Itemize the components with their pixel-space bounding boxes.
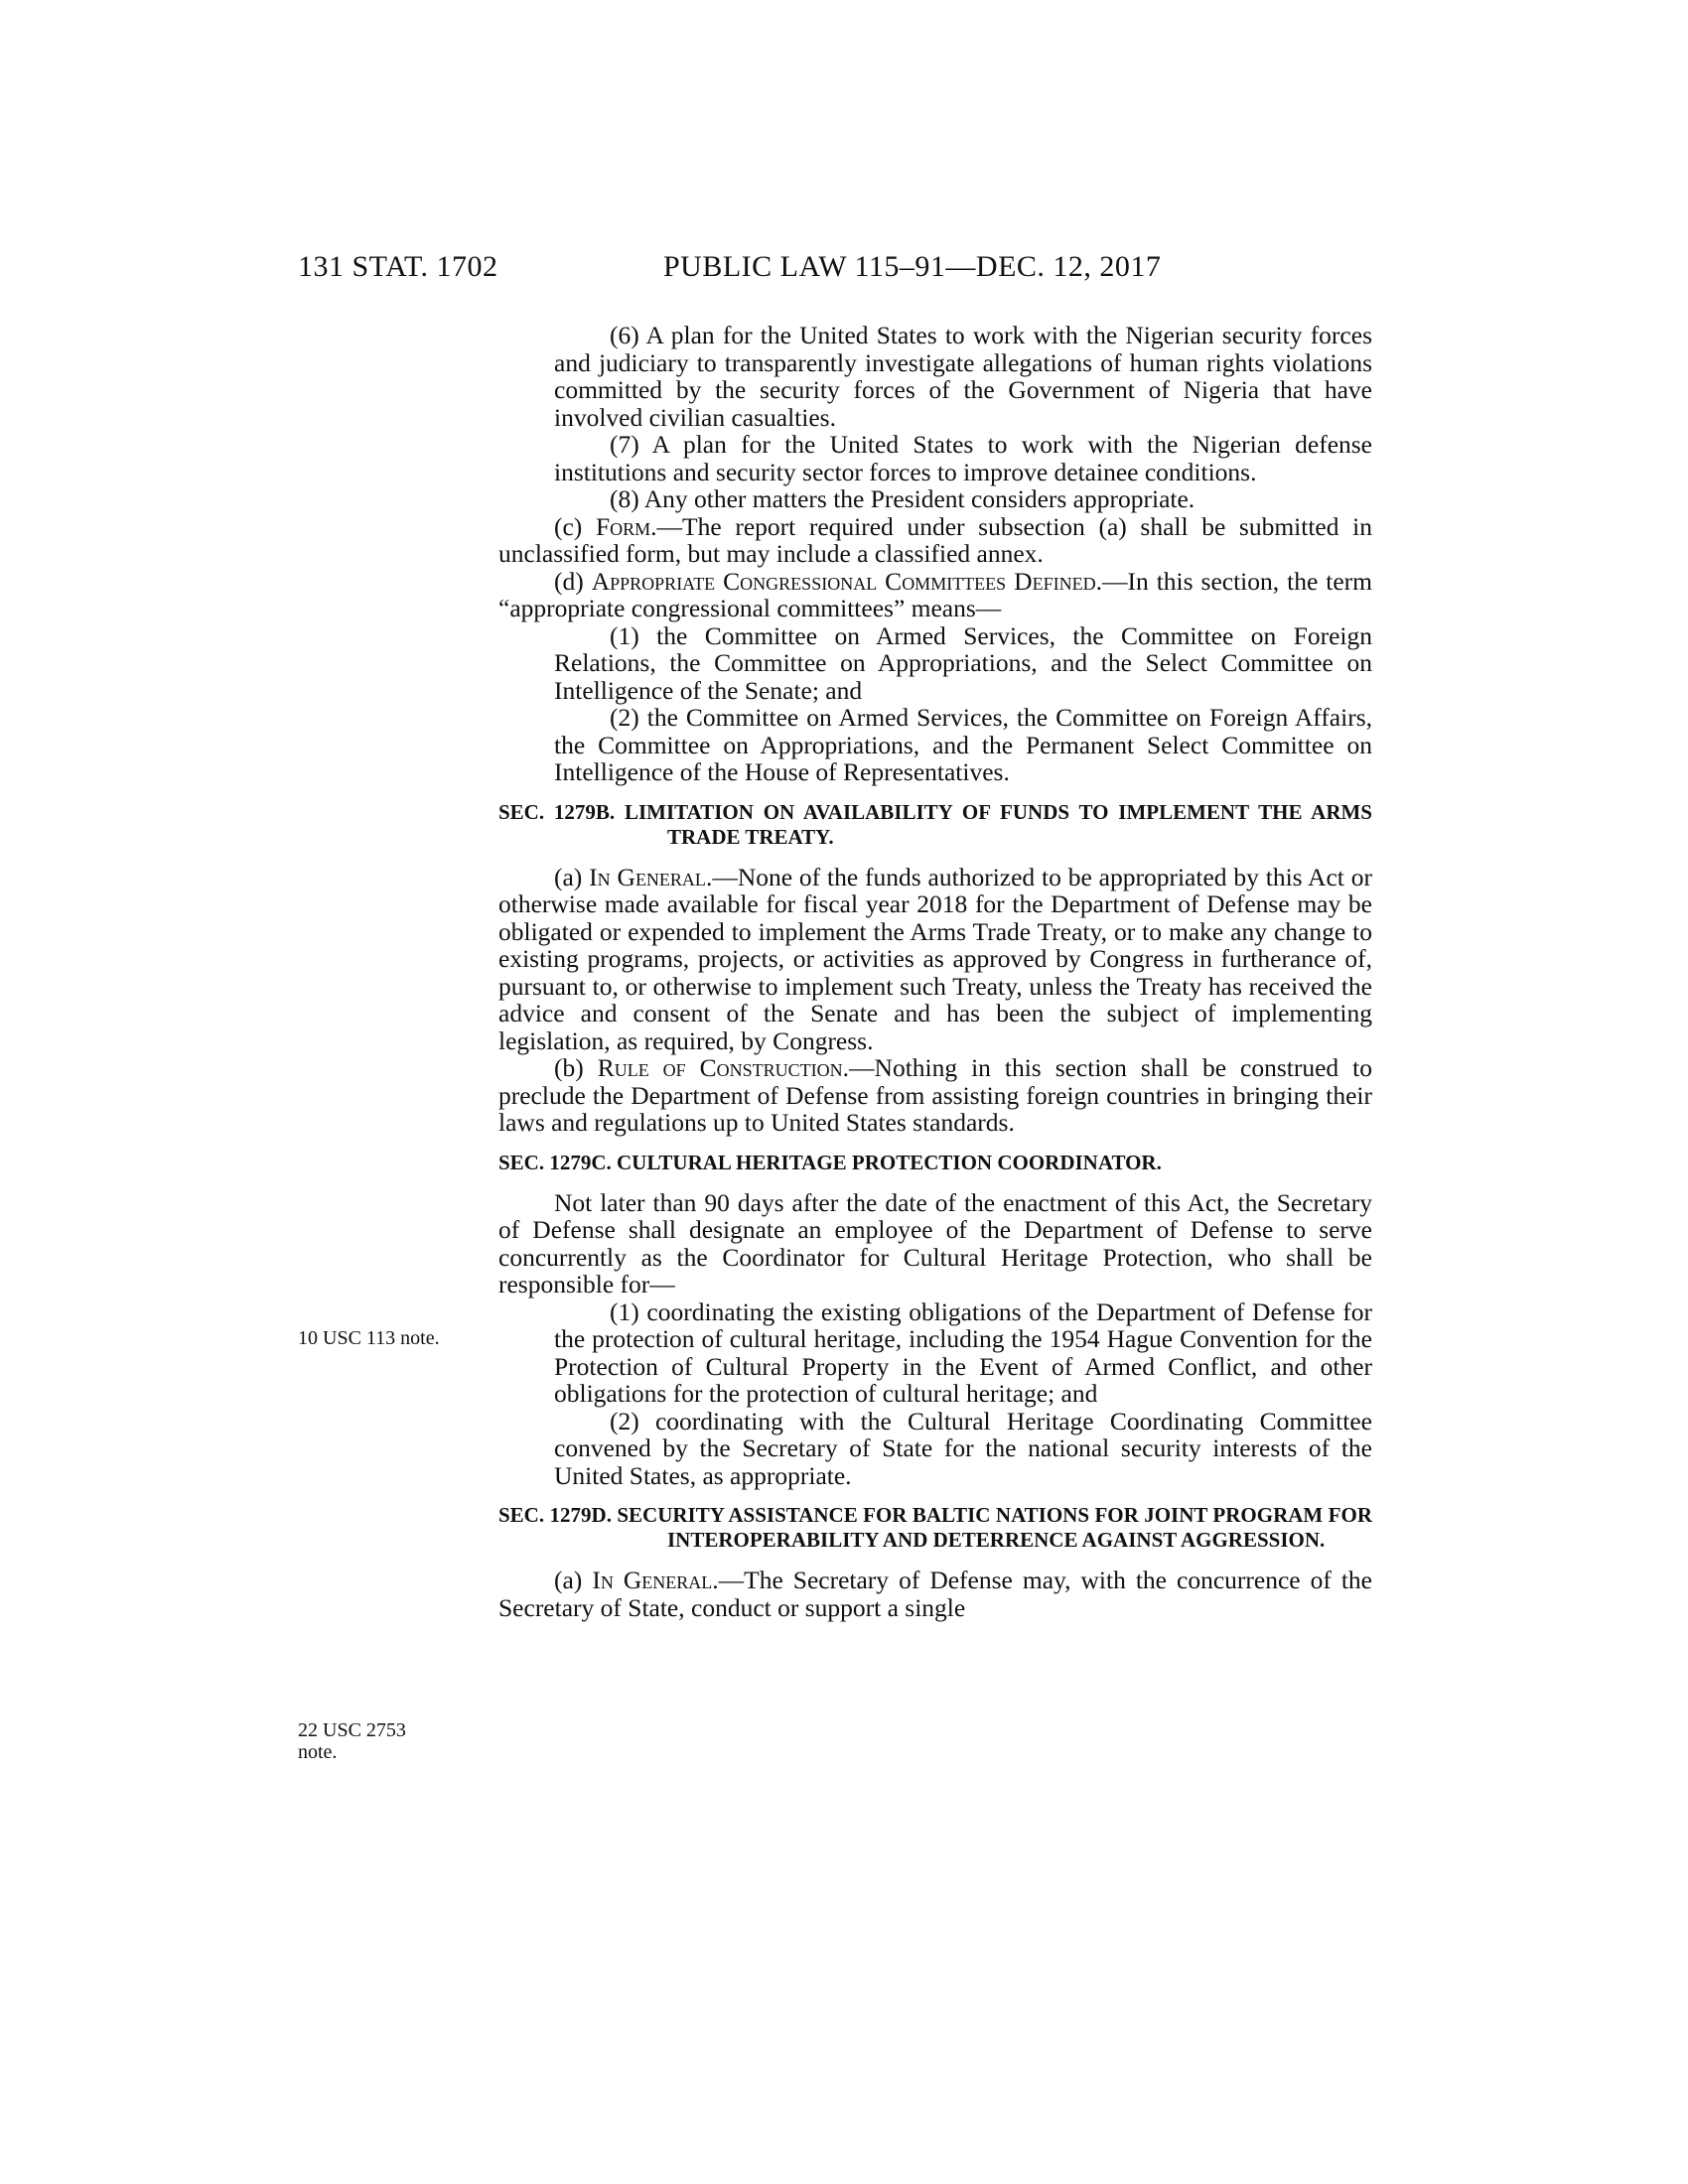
sec1279b-subsection-a: [498, 864, 1372, 1055]
subsection-d-body: .—In this section, the term “appropriate congressional committees” means—: [498, 566, 1373, 622]
sec1279b-b-body: .—Nothing in this section shall be construed to preclude the Department of Defense from assisting foreign countries in bringing their laws and regulations up to United States standards.: [498, 1053, 1372, 1137]
paragraph-d2: (2) the Committee on Armed Services, the Committee on Foreign Affairs, the Committee on Appropriations, and the Permanent Select Committee on Intelligence of the House of Representatives.: [554, 703, 1372, 786]
sec1279d-subsection-a: [498, 1567, 1372, 1621]
page-header: [0, 250, 1688, 290]
public-law-title: PUBLIC LAW 115–91—DEC. 12, 2017: [663, 250, 1162, 283]
body-text: [498, 322, 1372, 1621]
margin-note-line: note.: [298, 1741, 338, 1763]
subsection-c-body: .—The report required under subsection (a) shall be submitted in unclassified form, but may include a classified annex.: [498, 511, 1372, 568]
sec1279c-intro: Not later than 90 days after the date of the enactment of this Act, the Secretary of Defense shall designate an employee of the Department of Defense to serve concurrently as the Coordinator for Cultural Heritage Protection, who shall be responsible for—: [498, 1187, 1372, 1298]
sec1279b-b-prefix: (b): [554, 1053, 598, 1082]
sec1279d-a-prefix: (a): [554, 1566, 593, 1594]
sec1279b-a-body: .—None of the funds authorized to be appropriated by this Act or otherwise made available for fiscal year 2018 for the Department of Defense may be obligated or expended to implement the Arms Trade Treaty, or to make any change to existing programs, projects, or activities as approved by Congress in furtherance of, pursuant to, or otherwise to implement such Treaty, unless the Treaty has received the advice and consent of the Senate and has been the subject of implementing legislation, as required, by Congress.: [498, 862, 1372, 1055]
statute-page-number: 131 STAT. 1702: [298, 250, 498, 283]
sec1279b-a-prefix: (a): [554, 862, 590, 891]
subsection-d-heading: Appropriate Congressional Committees Defined: [591, 566, 1096, 596]
subsection-c-prefix: (c): [554, 511, 596, 541]
sec1279c-paragraph-1: (1) coordinating the existing obligations of the Department of Defense for the protection of cultural heritage, including the 1954 Hague Convention for the Protection of Cultural Property in the Event of Armed Conflict, and other obligations for the protection of cultural heritage; and: [554, 1297, 1372, 1408]
subsection-d: [498, 568, 1372, 622]
section-heading-1279d: SEC. 1279D. SECURITY ASSISTANCE FOR BALTIC NATIONS FOR JOINT PROGRAM FOR INTEROPERABILITY AND DETERRENCE AGAINST AGGRESSION.: [498, 1503, 1372, 1552]
sec1279b-b-heading: Rule of Construction: [597, 1053, 843, 1082]
sec1279b-subsection-b: [498, 1054, 1372, 1137]
subsection-d-prefix: (d): [554, 566, 592, 596]
paragraph-b7: (7) A plan for the United States to work with the Nigerian defense institutions and security sector forces to improve detainee conditions.: [554, 430, 1372, 486]
sec1279b-a-heading: In General: [589, 862, 706, 891]
paragraph-d1: (1) the Committee on Armed Services, the Committee on Foreign Relations, the Committee on Appropriations, and the Select Committee on Intelligence of the Senate; and: [554, 620, 1372, 705]
sec1279d-a-heading: In General: [592, 1566, 713, 1594]
subsection-c: [498, 513, 1372, 568]
subsection-c-heading: Form: [595, 511, 651, 541]
section-heading-1279c: SEC. 1279C. CULTURAL HERITAGE PROTECTION COORDINATOR.: [498, 1150, 1162, 1174]
margin-note-22-usc: [298, 1719, 447, 1763]
section-heading-1279b: SEC. 1279B. LIMITATION ON AVAILABILITY OF FUNDS TO IMPLEMENT THE ARMS TRADE TREATY.: [498, 799, 1372, 849]
margin-note-line: 22 USC 2753: [298, 1719, 406, 1741]
paragraph-b8: (8) Any other matters the President considers appropriate.: [610, 484, 1196, 513]
margin-note-10-usc: [298, 1327, 447, 1349]
margin-note-text: 10 USC 113 note.: [298, 1327, 440, 1349]
sec1279c-paragraph-2: (2) coordinating with the Cultural Heritage Coordinating Committee convened by the Secretary of State for the national security interests of the United States, as appropriate.: [554, 1406, 1372, 1490]
paragraph-b6: (6) A plan for the United States to work with the Nigerian security forces and judiciary to transparently investigate allegations of human rights violations committed by the security forces of the Government of Nigeria that have involved civilian casualties.: [554, 321, 1372, 432]
sec1279d-a-body: .—The Secretary of Defense may, with the concurrence of the Secretary of State, conduct or support a single: [498, 1566, 1372, 1622]
